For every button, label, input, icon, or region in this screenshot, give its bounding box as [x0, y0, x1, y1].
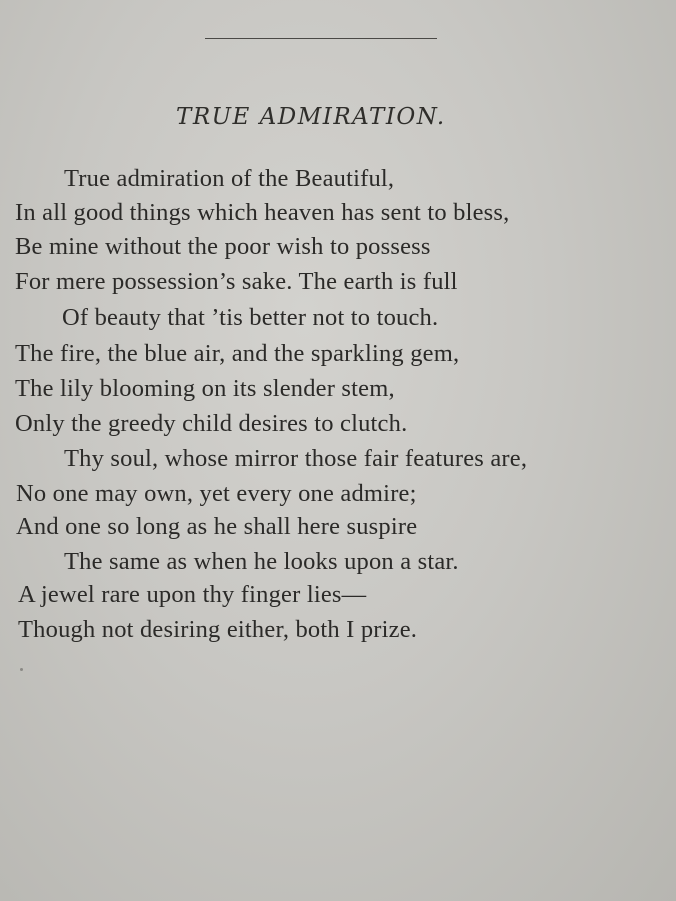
poem-line: No one may own, yet every one admire; [16, 480, 417, 507]
poem-line: True admiration of the Beautiful, [64, 165, 395, 192]
poem-line: For mere possession’s sake. The earth is full [15, 268, 458, 295]
poem-line: The lily blooming on its slender stem, [15, 375, 395, 402]
poem-line: Thy soul, whose mirror those fair features are, [64, 445, 528, 472]
poem-line: Only the greedy child desires to clutch. [15, 410, 408, 437]
poem-line: A jewel rare upon thy finger lies— [18, 581, 367, 608]
poem-line: The same as when he looks upon a star. [64, 548, 459, 575]
poem-line: Of beauty that ’tis better not to touch. [62, 304, 439, 331]
poem-title: TRUE ADMIRATION. [176, 104, 446, 130]
paper-speck [20, 668, 23, 671]
poem-line: And one so long as he shall here suspire [16, 513, 418, 540]
poem-line: Though not desiring either, both I prize. [18, 616, 418, 643]
poem-line: The fire, the blue air, and the sparkling gem, [15, 340, 460, 367]
poem-line: In all good things which heaven has sent to bless, [15, 199, 510, 226]
poem-line: Be mine without the poor wish to possess [15, 233, 431, 260]
